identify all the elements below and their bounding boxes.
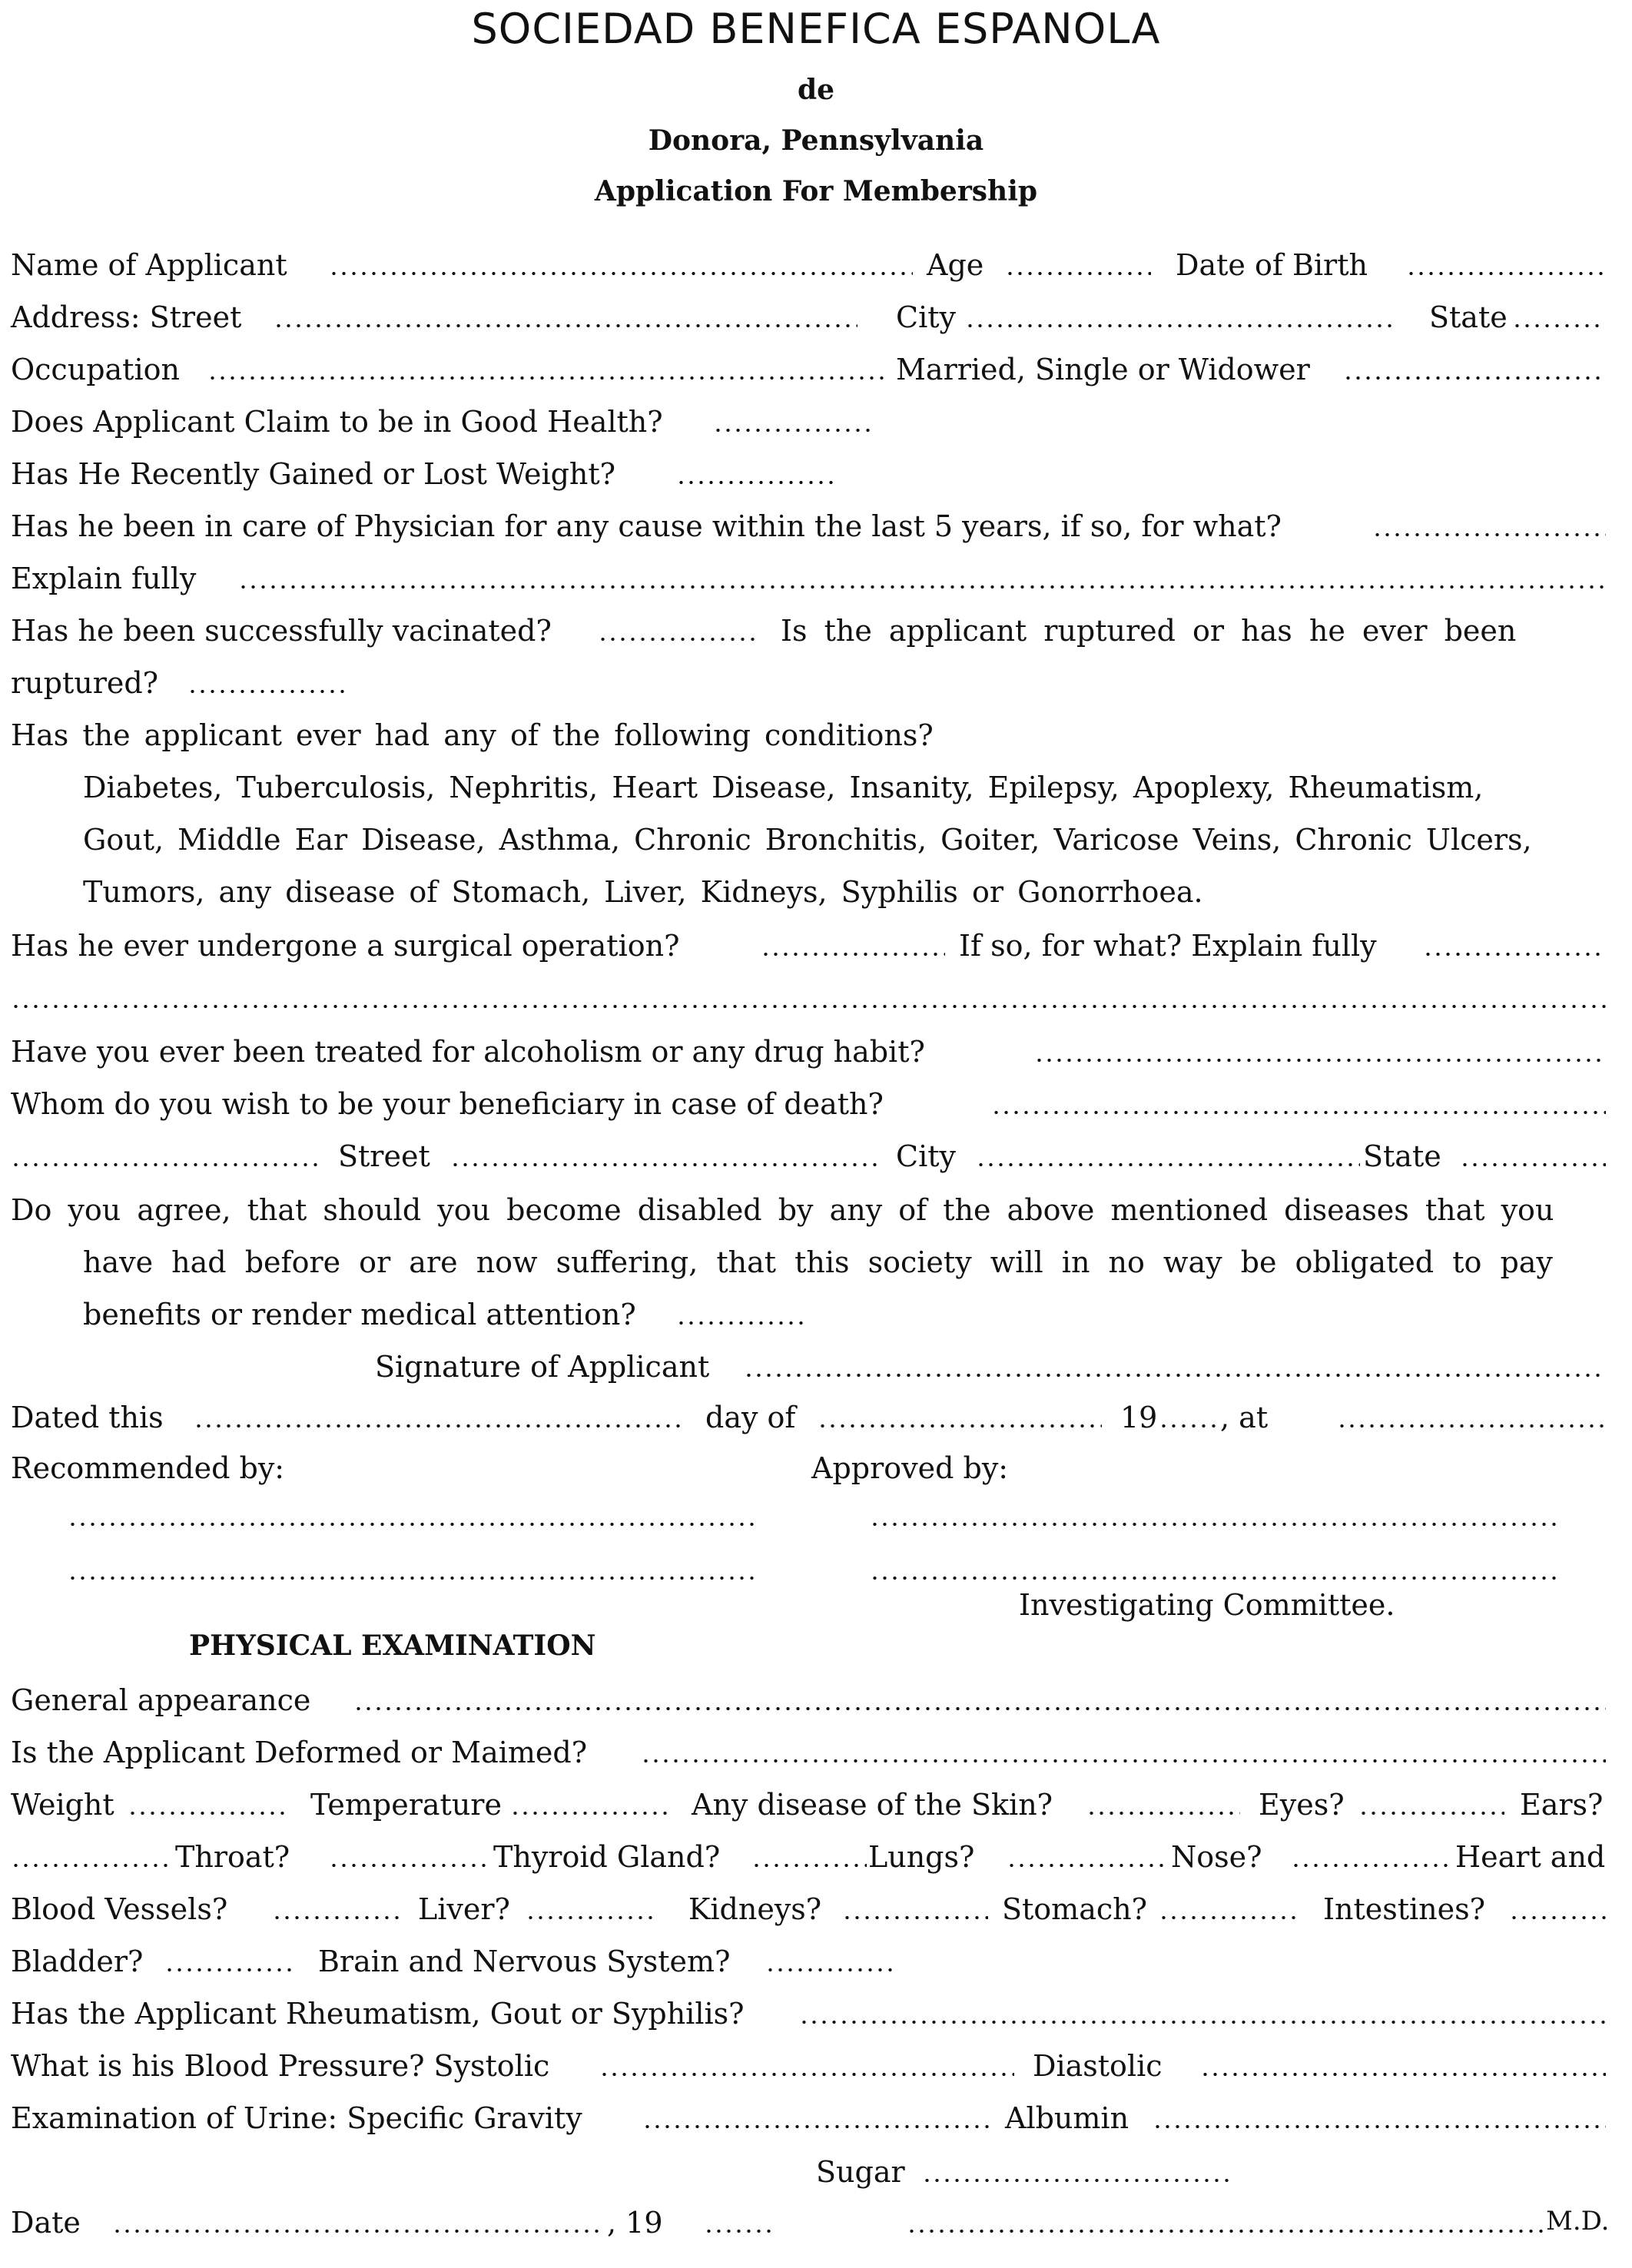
throat-label: Throat? [175, 1840, 290, 1874]
location-title: Donora, Pennsylvania [648, 124, 984, 157]
recommended-label: Recommended by: [11, 1451, 285, 1485]
weight-question: Has He Recently Gained or Lost Weight? [11, 457, 616, 491]
approved-label: Approved by: [811, 1451, 1009, 1485]
bladder-label: Bladder? [11, 1945, 144, 1978]
age-label: Age [927, 248, 984, 282]
dated-label: Dated this [11, 1401, 164, 1434]
day-of-label: day of [705, 1401, 796, 1434]
alcohol-question: Have you ever been treated for alcoholism or any drug habit? [11, 1035, 925, 1069]
city-label: City [896, 300, 956, 334]
dated-month-field[interactable] [818, 1424, 1102, 1427]
sugar-label: Sugar [816, 2155, 905, 2189]
specific-gravity-field[interactable] [642, 2125, 991, 2128]
exam-weight-label: Weight [11, 1788, 114, 1822]
explain-field[interactable] [238, 585, 1606, 589]
dob-label: Date of Birth [1176, 248, 1368, 282]
conditions-list-2: Gout, Middle Ear Disease, Asthma, Chronic Bronchitis, Goiter, Varicose Veins, Chronic Ulcers, [83, 823, 1532, 857]
agree-field[interactable] [676, 1321, 807, 1325]
address-label: Address: Street [11, 300, 242, 334]
signature-field[interactable] [744, 1374, 1606, 1377]
deformed-field[interactable] [641, 1759, 1606, 1762]
diastolic-label: Diastolic [1033, 2049, 1163, 2083]
heart-label: Heart and [1455, 1840, 1606, 1874]
ben-city-field[interactable] [976, 1163, 1360, 1166]
recommended-field-2[interactable] [68, 1577, 758, 1580]
recommended-field-1[interactable] [68, 1523, 758, 1526]
beneficiary-question: Whom do you wish to be your beneficiary in case of death? [11, 1087, 884, 1121]
approved-field-2[interactable] [870, 1577, 1561, 1580]
ben-state-label: State [1363, 1139, 1441, 1173]
ben-state-field[interactable] [1460, 1163, 1606, 1166]
exam-date-label: Date [11, 2206, 81, 2240]
marital-label: Married, Single or Widower [896, 353, 1310, 386]
urine-label: Examination of Urine: Specific Gravity [11, 2101, 582, 2135]
throat-field[interactable] [329, 1864, 490, 1867]
exam-weight-field[interactable] [128, 1812, 287, 1815]
state-field[interactable] [1512, 324, 1604, 327]
eyes-field[interactable] [1358, 1812, 1504, 1815]
beneficiary-field[interactable] [991, 1111, 1606, 1114]
kidneys-field[interactable] [842, 1916, 988, 1919]
approved-field-1[interactable] [870, 1523, 1561, 1526]
physician-question: Has he been in care of Physician for any cause within the last 5 years, if so, for what? [11, 509, 1282, 543]
stomach-label: Stomach? [1002, 1892, 1147, 1926]
title-de: de [797, 74, 835, 106]
sugar-field[interactable] [922, 2179, 1229, 2182]
weight-gain-field[interactable] [676, 481, 839, 484]
blood-vessels-label: Blood Vessels? [11, 1892, 228, 1926]
agree-text-2: have had before or are now suffering, that this society will in no way be obligated to pay [83, 1245, 1553, 1279]
alcohol-field[interactable] [1034, 1059, 1606, 1062]
vaccinated-question: Has he been successfully vacinated? [11, 614, 552, 648]
ruptured-question-cont: ruptured? [11, 666, 159, 700]
rheumatism-field[interactable] [799, 2021, 1606, 2024]
thyroid-label: Thyroid Gland? [493, 1840, 721, 1874]
stomach-field[interactable] [1159, 1916, 1297, 1919]
deformed-question: Is the Applicant Deformed or Maimed? [11, 1736, 588, 1769]
appearance-label: General appearance [11, 1683, 311, 1717]
dob-field[interactable] [1406, 272, 1606, 275]
name-label: Name of Applicant [11, 248, 287, 282]
at-label: , at [1220, 1401, 1269, 1434]
exam-year-field[interactable] [704, 2230, 776, 2233]
physician-signature-field[interactable] [907, 2230, 1543, 2233]
occupation-label: Occupation [11, 353, 180, 386]
eyes-label: Eyes? [1259, 1788, 1345, 1822]
health-question: Does Applicant Claim to be in Good Health? [11, 405, 663, 439]
ben-street-field[interactable] [450, 1163, 881, 1166]
kidneys-label: Kidneys? [688, 1892, 822, 1926]
liver-label: Liver? [418, 1892, 510, 1926]
city-field[interactable] [965, 324, 1395, 327]
vaccinated-field[interactable] [598, 638, 759, 641]
ruptured-field[interactable] [187, 690, 350, 693]
skin-label: Any disease of the Skin? [692, 1788, 1053, 1822]
thyroid-field[interactable] [751, 1864, 867, 1867]
temperature-field[interactable] [510, 1812, 670, 1815]
rheumatism-question: Has the Applicant Rheumatism, Gout or Syphilis? [11, 1997, 745, 2031]
explain-label: Explain fully [11, 562, 197, 595]
dated-day-field[interactable] [194, 1424, 685, 1427]
health-field[interactable] [713, 429, 876, 432]
albumin-field[interactable] [1153, 2125, 1606, 2128]
dated-year-field[interactable] [1159, 1424, 1219, 1427]
ben-city-label: City [896, 1139, 956, 1173]
brain-label: Brain and Nervous System? [318, 1945, 731, 1978]
society-title: SOCIEDAD BENEFICA ESPANOLA [471, 5, 1161, 53]
appearance-field[interactable] [353, 1707, 1606, 1710]
conditions-list-1: Diabetes, Tuberculosis, Nephritis, Heart Disease, Insanity, Epilepsy, Apoplexy, Rheumatism, [83, 771, 1484, 804]
skin-field[interactable] [1086, 1812, 1240, 1815]
liver-field[interactable] [526, 1916, 655, 1919]
systolic-field[interactable] [599, 2073, 1014, 2076]
conditions-question: Has the applicant ever had any of the following conditions? [11, 718, 934, 752]
agree-text-1: Do you agree, that should you become disabled by any of the above mentioned diseases that you [11, 1193, 1554, 1227]
marital-field[interactable] [1343, 376, 1606, 380]
name-field[interactable] [329, 272, 913, 275]
state-label: State [1429, 300, 1508, 334]
surgery-field[interactable] [761, 953, 945, 956]
beneficiary-name-field[interactable] [11, 1163, 323, 1166]
ears-field[interactable] [11, 1864, 172, 1867]
lungs-field[interactable] [1007, 1864, 1168, 1867]
physician-field[interactable] [1372, 533, 1606, 536]
age-field[interactable] [1005, 272, 1151, 275]
exam-date-field[interactable] [112, 2230, 604, 2233]
surgery-question: Has he ever undergone a surgical operation? [11, 929, 680, 963]
dated-place-field[interactable] [1337, 1424, 1606, 1427]
albumin-label: Albumin [1005, 2101, 1129, 2135]
nose-label: Nose? [1171, 1840, 1262, 1874]
surgery-explain-field-2[interactable] [11, 1005, 1606, 1008]
intestines-label: Intestines? [1323, 1892, 1486, 1926]
lungs-label: Lungs? [868, 1840, 975, 1874]
temperature-label: Temperature [310, 1788, 502, 1822]
brain-field[interactable] [765, 1968, 897, 1971]
nose-field[interactable] [1291, 1864, 1452, 1867]
signature-label: Signature of Applicant [375, 1350, 710, 1384]
ears-label: Ears? [1520, 1788, 1604, 1822]
exam-heading: PHYSICAL EXAMINATION [189, 1630, 596, 1662]
exam-year-prefix: , 19 [607, 2206, 663, 2240]
year-prefix: 19 [1120, 1401, 1158, 1434]
bp-question: What is his Blood Pressure? Systolic [11, 2049, 550, 2083]
surgery-explain-field[interactable] [1423, 953, 1606, 956]
heart-field[interactable] [272, 1916, 401, 1919]
bladder-field[interactable] [164, 1968, 297, 1971]
diastolic-field[interactable] [1200, 2073, 1606, 2076]
ben-street-label: Street [338, 1139, 430, 1173]
agree-text-3: benefits or render medical attention? [83, 1298, 636, 1331]
surgery-explain-label: If so, for what? Explain fully [959, 929, 1377, 963]
conditions-list-3: Tumors, any disease of Stomach, Liver, Kidneys, Syphilis or Gonorrhoea. [83, 875, 1203, 909]
form-subtitle: Application For Membership [594, 175, 1038, 207]
occupation-field[interactable] [207, 376, 884, 380]
ruptured-question: Is the applicant ruptured or has he ever been [781, 614, 1517, 648]
street-field[interactable] [274, 324, 857, 327]
committee-label: Investigating Committee. [1019, 1588, 1395, 1622]
md-label: M.D. [1546, 2206, 1610, 2236]
intestines-field[interactable] [1509, 1916, 1606, 1919]
